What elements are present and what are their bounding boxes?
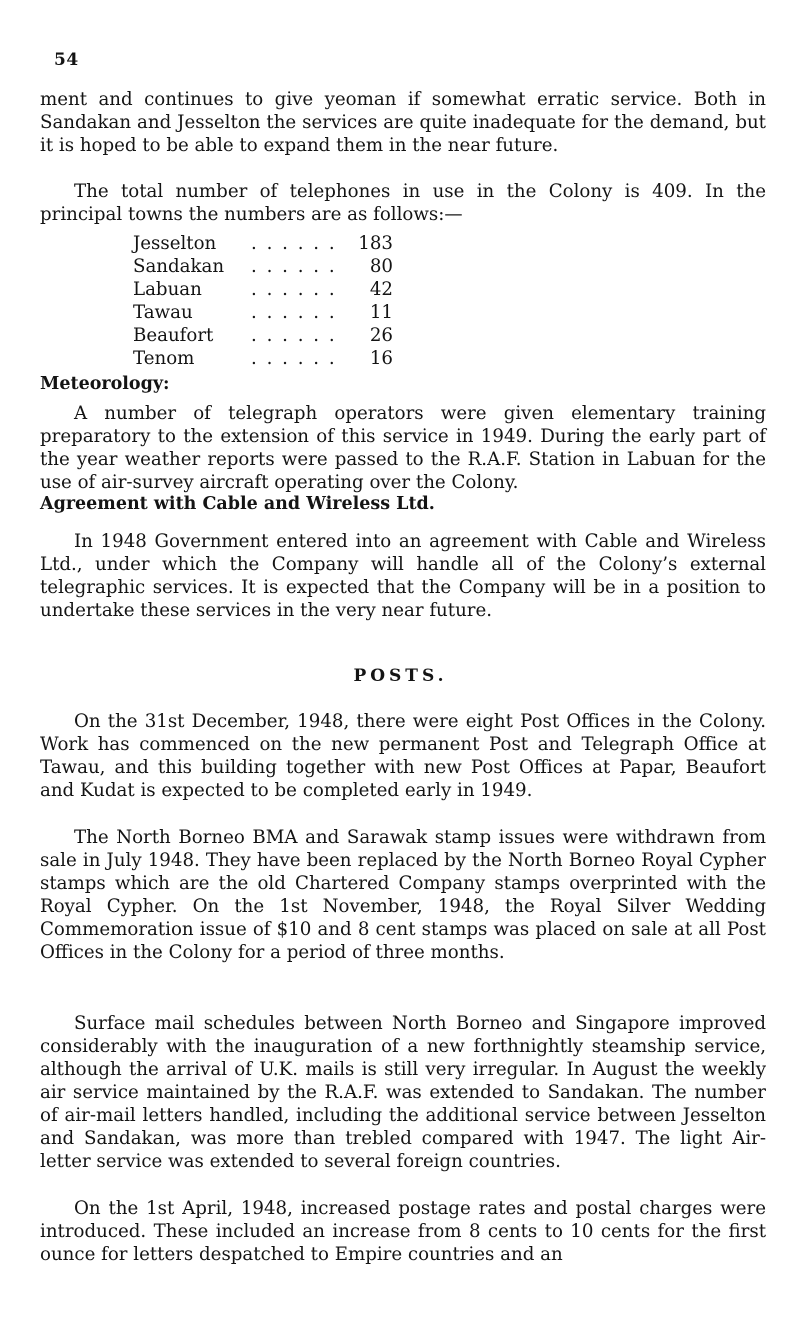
telephone-count: 11	[369, 302, 393, 323]
town-row	[133, 255, 393, 278]
leader-dots: . . . . . .	[251, 348, 337, 369]
meteorology-heading: Meteorology:	[40, 374, 170, 394]
town-name: Beaufort	[133, 325, 214, 346]
town-row	[133, 301, 393, 324]
town-name: Tawau	[133, 302, 193, 323]
town-row	[133, 232, 393, 255]
posts-section-title: POSTS.	[353, 666, 448, 686]
posts-paragraph: Surface mail schedules between North Borneo and Singapore improved considerably with the inauguration of a new forthnightly steamship service, although the arrival of U.K. mails is still very irregular. In August the weekly air service maintained by the R.A.F. was extended to Sandakan. The number of air-mail letters handled, including the additional service between Jesselton and Sandakan, was more than trebled compared with 1947. The light Air-letter service was extended to several foreign countries.	[40, 1013, 766, 1172]
telephone-continuation-paragraph: ment and continues to give yeoman if somewhat erratic service. Both in Sandakan and Jesselton the services are quite inadequate for the demand, but it is hoped to be able to expand them in the near future.	[40, 89, 766, 156]
town-name: Sandakan	[133, 256, 225, 277]
telephone-count: 26	[369, 325, 393, 346]
telephone-count: 183	[358, 233, 393, 254]
posts-paragraph: On the 31st December, 1948, there were eight Post Offices in the Colony. Work has commenced on the new permanent Post and Telegraph Office at Tawau, and this building together with new Post Offices at Papar, Beaufort and Kudat is expected to be completed early in 1949.	[40, 711, 766, 801]
leader-dots: . . . . . .	[251, 325, 337, 346]
leader-dots: . . . . . .	[251, 256, 337, 277]
town-name: Tenom	[133, 348, 195, 369]
page-number: 54	[54, 50, 79, 70]
telephone-total-paragraph: The total number of telephones in use in the Colony is 409. In the principal towns the numbers are as follows:—	[40, 181, 766, 225]
town-name: Jesselton	[133, 233, 217, 254]
leader-dots: . . . . . .	[251, 279, 337, 300]
telephone-towns-table	[133, 232, 393, 370]
leader-dots: . . . . . .	[251, 302, 337, 323]
agreement-heading: Agreement with Cable and Wireless Ltd.	[40, 494, 435, 514]
telephone-count: 42	[369, 279, 393, 300]
town-row	[133, 278, 393, 301]
telephone-count: 80	[369, 256, 393, 277]
meteorology-paragraph: A number of telegraph operators were given elementary training preparatory to the extension of this service in 1949. During the early part of the year weather reports were passed to the R.A.F. Station in Labuan for the use of air-survey aircraft operating over the Colony.	[40, 403, 766, 493]
telephone-count: 16	[369, 348, 393, 369]
agreement-paragraph: In 1948 Government entered into an agreement with Cable and Wireless Ltd., under which the Company will handle all of the Colony’s external telegraphic services. It is expected that the Company will be in a position to undertake these services in the very near future.	[40, 531, 766, 621]
town-row	[133, 324, 393, 347]
town-row	[133, 347, 393, 370]
town-name: Labuan	[133, 279, 202, 300]
leader-dots: . . . . . .	[251, 233, 337, 254]
posts-paragraph: On the 1st April, 1948, increased postage rates and postal charges were introduced. These included an increase from 8 cents to 10 cents for the first ounce for letters despatched to Empire countries and an	[40, 1198, 766, 1265]
posts-paragraph: The North Borneo BMA and Sarawak stamp issues were withdrawn from sale in July 1948. They have been replaced by the North Borneo Royal Cypher stamps which are the old Chartered Company stamps overprinted with the Royal Cypher. On the 1st November, 1948, the Royal Silver Wedding Commemoration issue of $10 and 8 cent stamps was placed on sale at all Post Offices in the Colony for a period of three months.	[40, 827, 766, 963]
